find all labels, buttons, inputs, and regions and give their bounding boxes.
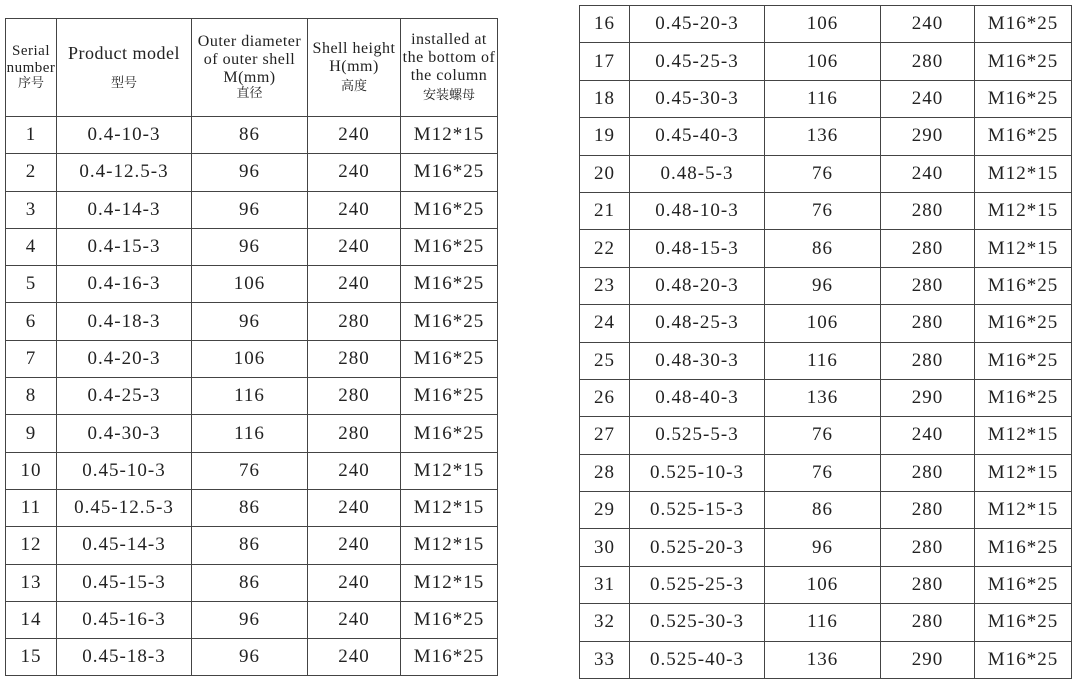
shell-height-cell: 240 <box>881 6 975 43</box>
header-diameter-zh: 直径 <box>236 86 263 102</box>
serial-number-cell: 12 <box>6 527 57 564</box>
shell-height-cell: 280 <box>308 378 401 415</box>
table-row <box>580 604 1072 641</box>
table-row <box>580 342 1072 379</box>
shell-height-cell: 240 <box>308 452 401 489</box>
shell-height-cell: 280 <box>881 43 975 80</box>
shell-height-cell: 280 <box>881 267 975 304</box>
product-model-cell: 0.525-10-3 <box>630 454 765 491</box>
table-row <box>6 228 498 265</box>
product-model-cell: 0.525-5-3 <box>630 417 765 454</box>
product-model-cell: 0.525-30-3 <box>630 604 765 641</box>
product-model-cell: 0.45-10-3 <box>57 452 192 489</box>
shell-height-cell: 240 <box>308 489 401 526</box>
table-row <box>6 266 498 303</box>
table-row <box>6 564 498 601</box>
serial-number-cell: 20 <box>580 155 630 192</box>
header-model-en: Product model <box>68 43 180 64</box>
table-row <box>580 267 1072 304</box>
table-row <box>580 80 1072 117</box>
product-model-cell: 0.48-40-3 <box>630 379 765 416</box>
serial-number-cell: 7 <box>6 340 57 377</box>
outer-diameter-cell: 86 <box>192 527 308 564</box>
outer-diameter-cell: 96 <box>192 228 308 265</box>
serial-number-cell: 3 <box>6 191 57 228</box>
table-row <box>6 303 498 340</box>
nut-cell: M12*15 <box>975 417 1072 454</box>
shell-height-cell: 240 <box>308 228 401 265</box>
header-product-model <box>57 19 192 117</box>
nut-cell: M16*25 <box>975 379 1072 416</box>
outer-diameter-cell: 86 <box>765 492 881 529</box>
outer-diameter-cell: 86 <box>192 489 308 526</box>
product-model-cell: 0.525-25-3 <box>630 566 765 603</box>
product-model-cell: 0.525-20-3 <box>630 529 765 566</box>
outer-diameter-cell: 116 <box>192 378 308 415</box>
table-row <box>6 340 498 377</box>
outer-diameter-cell: 116 <box>765 80 881 117</box>
serial-number-cell: 4 <box>6 228 57 265</box>
outer-diameter-cell: 76 <box>765 192 881 229</box>
outer-diameter-cell: 96 <box>765 529 881 566</box>
table-row <box>580 155 1072 192</box>
table-row <box>580 492 1072 529</box>
serial-number-cell: 30 <box>580 529 630 566</box>
table-row <box>6 415 498 452</box>
table-row <box>580 641 1072 678</box>
shell-height-cell: 280 <box>881 342 975 379</box>
product-model-cell: 0.525-15-3 <box>630 492 765 529</box>
product-model-cell: 0.45-12.5-3 <box>57 489 192 526</box>
header-height-en-2: H(mm) <box>329 58 379 76</box>
nut-cell: M16*25 <box>401 303 498 340</box>
serial-number-cell: 25 <box>580 342 630 379</box>
nut-cell: M16*25 <box>975 566 1072 603</box>
product-model-cell: 0.525-40-3 <box>630 641 765 678</box>
shell-height-cell: 280 <box>881 529 975 566</box>
nut-cell: M12*15 <box>975 454 1072 491</box>
shell-height-cell: 280 <box>881 192 975 229</box>
nut-cell: M16*25 <box>401 601 498 638</box>
table-row <box>580 6 1072 43</box>
serial-number-cell: 9 <box>6 415 57 452</box>
serial-number-cell: 10 <box>6 452 57 489</box>
serial-number-cell: 29 <box>580 492 630 529</box>
product-model-cell: 0.4-10-3 <box>57 117 192 154</box>
product-model-cell: 0.45-14-3 <box>57 527 192 564</box>
product-model-cell: 0.4-25-3 <box>57 378 192 415</box>
product-model-cell: 0.4-18-3 <box>57 303 192 340</box>
serial-number-cell: 18 <box>580 80 630 117</box>
product-model-cell: 0.48-15-3 <box>630 230 765 267</box>
table-row <box>580 43 1072 80</box>
header-nut-zh: 安装螺母 <box>422 88 475 104</box>
shell-height-cell: 240 <box>308 601 401 638</box>
nut-cell: M12*15 <box>401 117 498 154</box>
product-model-cell: 0.48-10-3 <box>630 192 765 229</box>
table-row <box>6 527 498 564</box>
table-row <box>6 378 498 415</box>
table-row <box>6 191 498 228</box>
product-model-cell: 0.48-20-3 <box>630 267 765 304</box>
header-diameter-en-3: M(mm) <box>223 69 276 87</box>
serial-number-cell: 1 <box>6 117 57 154</box>
nut-cell: M16*25 <box>401 266 498 303</box>
shell-height-cell: 290 <box>881 379 975 416</box>
nut-cell: M12*15 <box>401 452 498 489</box>
shell-height-cell: 280 <box>881 454 975 491</box>
shell-height-cell: 240 <box>308 191 401 228</box>
shell-height-cell: 280 <box>881 566 975 603</box>
product-model-cell: 0.45-40-3 <box>630 118 765 155</box>
outer-diameter-cell: 96 <box>192 303 308 340</box>
nut-cell: M12*15 <box>401 527 498 564</box>
product-model-cell: 0.4-14-3 <box>57 191 192 228</box>
outer-diameter-cell: 136 <box>765 118 881 155</box>
nut-cell: M16*25 <box>975 267 1072 304</box>
serial-number-cell: 2 <box>6 154 57 191</box>
nut-cell: M16*25 <box>401 228 498 265</box>
serial-number-cell: 21 <box>580 192 630 229</box>
outer-diameter-cell: 106 <box>765 6 881 43</box>
shell-height-cell: 280 <box>308 415 401 452</box>
product-model-cell: 0.4-30-3 <box>57 415 192 452</box>
product-model-cell: 0.45-25-3 <box>630 43 765 80</box>
table-row <box>580 118 1072 155</box>
shell-height-cell: 240 <box>881 80 975 117</box>
shell-height-cell: 280 <box>308 303 401 340</box>
nut-cell: M12*15 <box>401 489 498 526</box>
outer-diameter-cell: 96 <box>765 267 881 304</box>
serial-number-cell: 27 <box>580 417 630 454</box>
outer-diameter-cell: 86 <box>765 230 881 267</box>
outer-diameter-cell: 96 <box>192 191 308 228</box>
table-row <box>6 601 498 638</box>
serial-number-cell: 6 <box>6 303 57 340</box>
nut-cell: M16*25 <box>975 604 1072 641</box>
shell-height-cell: 280 <box>881 604 975 641</box>
serial-number-cell: 16 <box>580 6 630 43</box>
nut-cell: M16*25 <box>401 154 498 191</box>
table-row <box>580 230 1072 267</box>
serial-number-cell: 8 <box>6 378 57 415</box>
outer-diameter-cell: 106 <box>765 566 881 603</box>
shell-height-cell: 240 <box>308 639 401 676</box>
shell-height-cell: 280 <box>881 492 975 529</box>
header-model-zh: 型号 <box>110 76 137 92</box>
outer-diameter-cell: 106 <box>192 340 308 377</box>
header-nut-en-2: the bottom of <box>402 49 496 67</box>
outer-diameter-cell: 106 <box>765 305 881 342</box>
product-model-cell: 0.45-20-3 <box>630 6 765 43</box>
outer-diameter-cell: 76 <box>765 454 881 491</box>
outer-diameter-cell: 86 <box>192 117 308 154</box>
header-shell-height <box>308 19 401 117</box>
outer-diameter-cell: 116 <box>765 342 881 379</box>
header-serial-en-1: Serial <box>12 43 50 60</box>
header-nut-en-3: the column <box>410 67 488 85</box>
table-row <box>580 192 1072 229</box>
table-row <box>580 417 1072 454</box>
shell-height-cell: 240 <box>308 154 401 191</box>
nut-cell: M16*25 <box>975 43 1072 80</box>
table-header-row <box>6 19 498 117</box>
header-diameter-en-2: of outer shell <box>203 51 296 69</box>
product-model-cell: 0.48-30-3 <box>630 342 765 379</box>
outer-diameter-cell: 86 <box>192 564 308 601</box>
nut-cell: M16*25 <box>401 378 498 415</box>
serial-number-cell: 23 <box>580 267 630 304</box>
outer-diameter-cell: 76 <box>192 452 308 489</box>
spec-table-left <box>5 18 498 676</box>
serial-number-cell: 33 <box>580 641 630 678</box>
table-row <box>580 305 1072 342</box>
table-row <box>6 452 498 489</box>
nut-cell: M12*15 <box>975 192 1072 229</box>
shell-height-cell: 290 <box>881 118 975 155</box>
serial-number-cell: 28 <box>580 454 630 491</box>
table-row <box>6 154 498 191</box>
serial-number-cell: 17 <box>580 43 630 80</box>
nut-cell: M12*15 <box>975 230 1072 267</box>
product-model-cell: 0.45-16-3 <box>57 601 192 638</box>
outer-diameter-cell: 116 <box>192 415 308 452</box>
header-height-zh: 高度 <box>340 79 367 95</box>
shell-height-cell: 290 <box>881 641 975 678</box>
nut-cell: M16*25 <box>401 340 498 377</box>
serial-number-cell: 24 <box>580 305 630 342</box>
outer-diameter-cell: 96 <box>192 154 308 191</box>
shell-height-cell: 240 <box>308 527 401 564</box>
header-serial-number <box>6 19 57 117</box>
serial-number-cell: 22 <box>580 230 630 267</box>
table-row <box>580 529 1072 566</box>
product-model-cell: 0.4-15-3 <box>57 228 192 265</box>
shell-height-cell: 240 <box>881 155 975 192</box>
outer-diameter-cell: 116 <box>765 604 881 641</box>
outer-diameter-cell: 106 <box>765 43 881 80</box>
nut-cell: M16*25 <box>975 342 1072 379</box>
nut-cell: M16*25 <box>975 305 1072 342</box>
nut-cell: M12*15 <box>975 492 1072 529</box>
outer-diameter-cell: 96 <box>192 601 308 638</box>
table-row <box>6 117 498 154</box>
nut-cell: M16*25 <box>401 415 498 452</box>
product-model-cell: 0.45-18-3 <box>57 639 192 676</box>
shell-height-cell: 240 <box>881 417 975 454</box>
shell-height-cell: 280 <box>881 230 975 267</box>
nut-cell: M16*25 <box>975 641 1072 678</box>
shell-height-cell: 240 <box>308 266 401 303</box>
nut-cell: M16*25 <box>975 529 1072 566</box>
shell-height-cell: 280 <box>308 340 401 377</box>
serial-number-cell: 13 <box>6 564 57 601</box>
product-model-cell: 0.48-5-3 <box>630 155 765 192</box>
header-installed-nut <box>401 19 498 117</box>
nut-cell: M16*25 <box>401 191 498 228</box>
header-nut-en-1: installed at <box>411 31 487 49</box>
serial-number-cell: 14 <box>6 601 57 638</box>
shell-height-cell: 240 <box>308 564 401 601</box>
product-model-cell: 0.45-15-3 <box>57 564 192 601</box>
outer-diameter-cell: 96 <box>192 639 308 676</box>
nut-cell: M16*25 <box>975 80 1072 117</box>
header-serial-zh: 序号 <box>17 76 44 92</box>
product-model-cell: 0.4-12.5-3 <box>57 154 192 191</box>
product-model-cell: 0.4-16-3 <box>57 266 192 303</box>
serial-number-cell: 19 <box>580 118 630 155</box>
header-outer-diameter <box>192 19 308 117</box>
outer-diameter-cell: 76 <box>765 155 881 192</box>
product-model-cell: 0.48-25-3 <box>630 305 765 342</box>
nut-cell: M16*25 <box>975 6 1072 43</box>
table-row <box>580 566 1072 603</box>
shell-height-cell: 240 <box>308 117 401 154</box>
nut-cell: M16*25 <box>401 639 498 676</box>
spec-table-right <box>579 5 1072 679</box>
serial-number-cell: 32 <box>580 604 630 641</box>
product-model-cell: 0.45-30-3 <box>630 80 765 117</box>
serial-number-cell: 11 <box>6 489 57 526</box>
serial-number-cell: 15 <box>6 639 57 676</box>
serial-number-cell: 5 <box>6 266 57 303</box>
header-serial-en-2: number <box>6 60 56 77</box>
outer-diameter-cell: 136 <box>765 379 881 416</box>
nut-cell: M16*25 <box>975 118 1072 155</box>
serial-number-cell: 26 <box>580 379 630 416</box>
serial-number-cell: 31 <box>580 566 630 603</box>
table-row <box>6 639 498 676</box>
table-row <box>580 454 1072 491</box>
outer-diameter-cell: 136 <box>765 641 881 678</box>
header-diameter-en-1: Outer diameter <box>197 33 302 51</box>
header-height-en-1: Shell height <box>312 40 396 58</box>
outer-diameter-cell: 76 <box>765 417 881 454</box>
table-row <box>6 489 498 526</box>
shell-height-cell: 280 <box>881 305 975 342</box>
outer-diameter-cell: 106 <box>192 266 308 303</box>
nut-cell: M12*15 <box>975 155 1072 192</box>
product-model-cell: 0.4-20-3 <box>57 340 192 377</box>
table-row <box>580 379 1072 416</box>
nut-cell: M12*15 <box>401 564 498 601</box>
